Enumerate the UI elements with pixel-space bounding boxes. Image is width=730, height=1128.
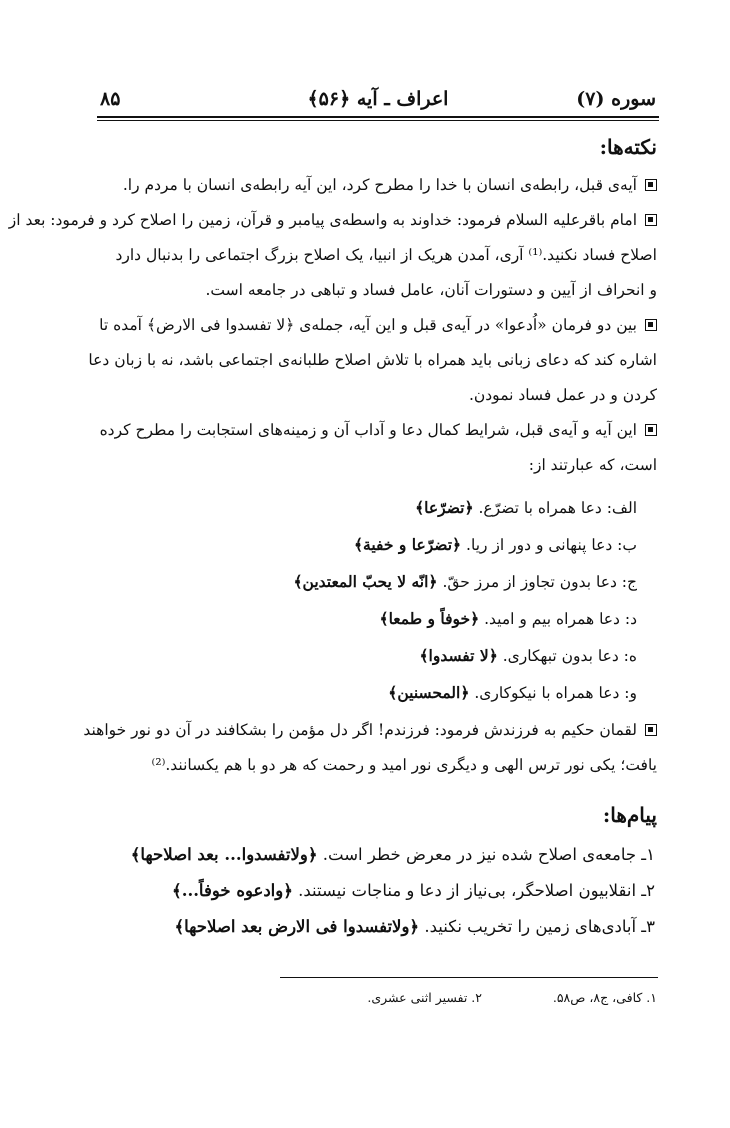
note-line: اين آيه و آيه‌ى قبل، شرايط كمال دعا و آداب آن و زمينه‌هاى استجابت را مطرح كرده bbox=[99, 421, 637, 439]
header-rule bbox=[97, 116, 659, 118]
quran-quote: ﴿تضرّعا و خفية﴾ bbox=[353, 535, 462, 554]
message-text: ۳ـ آبادى‌هاى زمين را تخريب نكنيد. bbox=[424, 917, 655, 936]
condition-text: و: دعا همراه با نيكوكارى. bbox=[474, 684, 637, 702]
note-line: كردن و در عمل فساد نمودن. bbox=[468, 386, 657, 404]
note-line: اشاره كند كه دعاى زبانى بايد همراه با تلاش اصلاح طلبانه‌ى اجتماعى باشد، نه با زبان دعا bbox=[88, 351, 657, 369]
note-line: و انحراف از آيين و دستورات آنان، عامل فساد و تباهى در جامعه است. bbox=[205, 281, 657, 299]
condition-item bbox=[380, 604, 638, 634]
note-line: امام باقرعليه السلام فرمود: خداوند به واسطه‌ى پيامبر و قرآن، زمين را اصلاح كرد و فرمود: بعد از bbox=[8, 211, 637, 229]
page-number: ۸۵ bbox=[100, 88, 121, 110]
message-item bbox=[70, 840, 655, 870]
message-text: ۱ـ جامعه‌ى اصلاح شده نيز در معرض خطر است. bbox=[322, 845, 655, 864]
condition-item bbox=[293, 567, 637, 597]
message-text: ۲ـ انقلابيون اصلاحگر، بى‌نياز از دعا و مناجات نيستند. bbox=[298, 881, 655, 900]
header-rule-thin bbox=[97, 120, 659, 121]
quran-quote: ﴿ولاتفسدوا فى الارض بعد اصلاحها﴾ bbox=[174, 917, 420, 936]
quran-quote: ﴿تضرّعا﴾ bbox=[415, 498, 474, 517]
condition-item bbox=[419, 641, 637, 671]
condition-text: ه: دعا بدون تبهكارى. bbox=[502, 647, 637, 665]
quran-quote: ﴿ولاتفسدوا... بعد اصلاحها﴾ bbox=[130, 845, 318, 864]
note-line: يافت؛ يكى نور ترس الهى و ديگرى نور اميد و رحمت كه هر دو با هم يكسانند.⁽²⁾ bbox=[151, 756, 657, 774]
condition-text: ج: دعا بدون تجاوز از مرز حقّ. bbox=[442, 573, 637, 591]
quran-quote: ﴿انّه لا يحبّ المعتدين﴾ bbox=[293, 572, 438, 591]
message-item bbox=[70, 876, 655, 906]
condition-text: د: دعا همراه بيم و اميد. bbox=[484, 610, 637, 628]
quran-quote: ﴿لا تفسدوا﴾ bbox=[419, 646, 498, 665]
note-line: لقمان حكيم به فرزندش فرمود: فرزندم! اگر دل مؤمن را بشكافند در آن دو نور خواهند bbox=[83, 721, 637, 739]
message-item bbox=[70, 912, 655, 942]
messages-heading: پيام‌ها: bbox=[602, 803, 657, 827]
footnote-2: ۲. تفسير اثنى عشرى. bbox=[367, 990, 482, 1005]
footnote-1: ۱. كافى، ج۸، ص۵۸. bbox=[552, 990, 657, 1005]
condition-item bbox=[415, 493, 637, 523]
note-line: اصلاح فساد نكنيد.⁽¹⁾ آرى، آمدن هريک از انبيا، يک اصلاح بزرگ اجتماعى را بدنبال دارد bbox=[115, 246, 657, 264]
note-line: است، كه عبارتند از: bbox=[528, 456, 657, 474]
condition-item bbox=[354, 530, 637, 560]
note-line: آيه‌ى قبل، رابطه‌ى انسان با خدا را مطرح كرد، اين آيه رابطه‌ى انسان با مردم را. bbox=[122, 176, 637, 194]
quran-quote: ﴿خوفاً و طمعا﴾ bbox=[379, 609, 480, 628]
quran-quote: ﴿وادعوه خوفاً...﴾ bbox=[172, 881, 293, 900]
running-header bbox=[100, 88, 656, 116]
condition-text: ب: دعا پنهانى و دور از ريا. bbox=[466, 536, 637, 554]
notes-heading: نكته‌ها: bbox=[599, 135, 657, 159]
footnote-rule bbox=[280, 977, 658, 978]
condition-item bbox=[388, 678, 637, 708]
condition-text: الف: دعا همراه با تضرّع. bbox=[478, 499, 637, 517]
surah-verse-label: اعراف ـ آيه ﴿۵۶﴾ bbox=[307, 88, 449, 110]
surah-label: سوره (۷) bbox=[576, 88, 656, 110]
quran-quote: ﴿المحسنين﴾ bbox=[388, 683, 470, 702]
note-line: بين دو فرمان «اُدعوا» در آيه‌ى قبل و اين آيه، جمله‌ى ﴿لا تفسدوا فى الارض﴾ آمده تا bbox=[99, 316, 637, 334]
